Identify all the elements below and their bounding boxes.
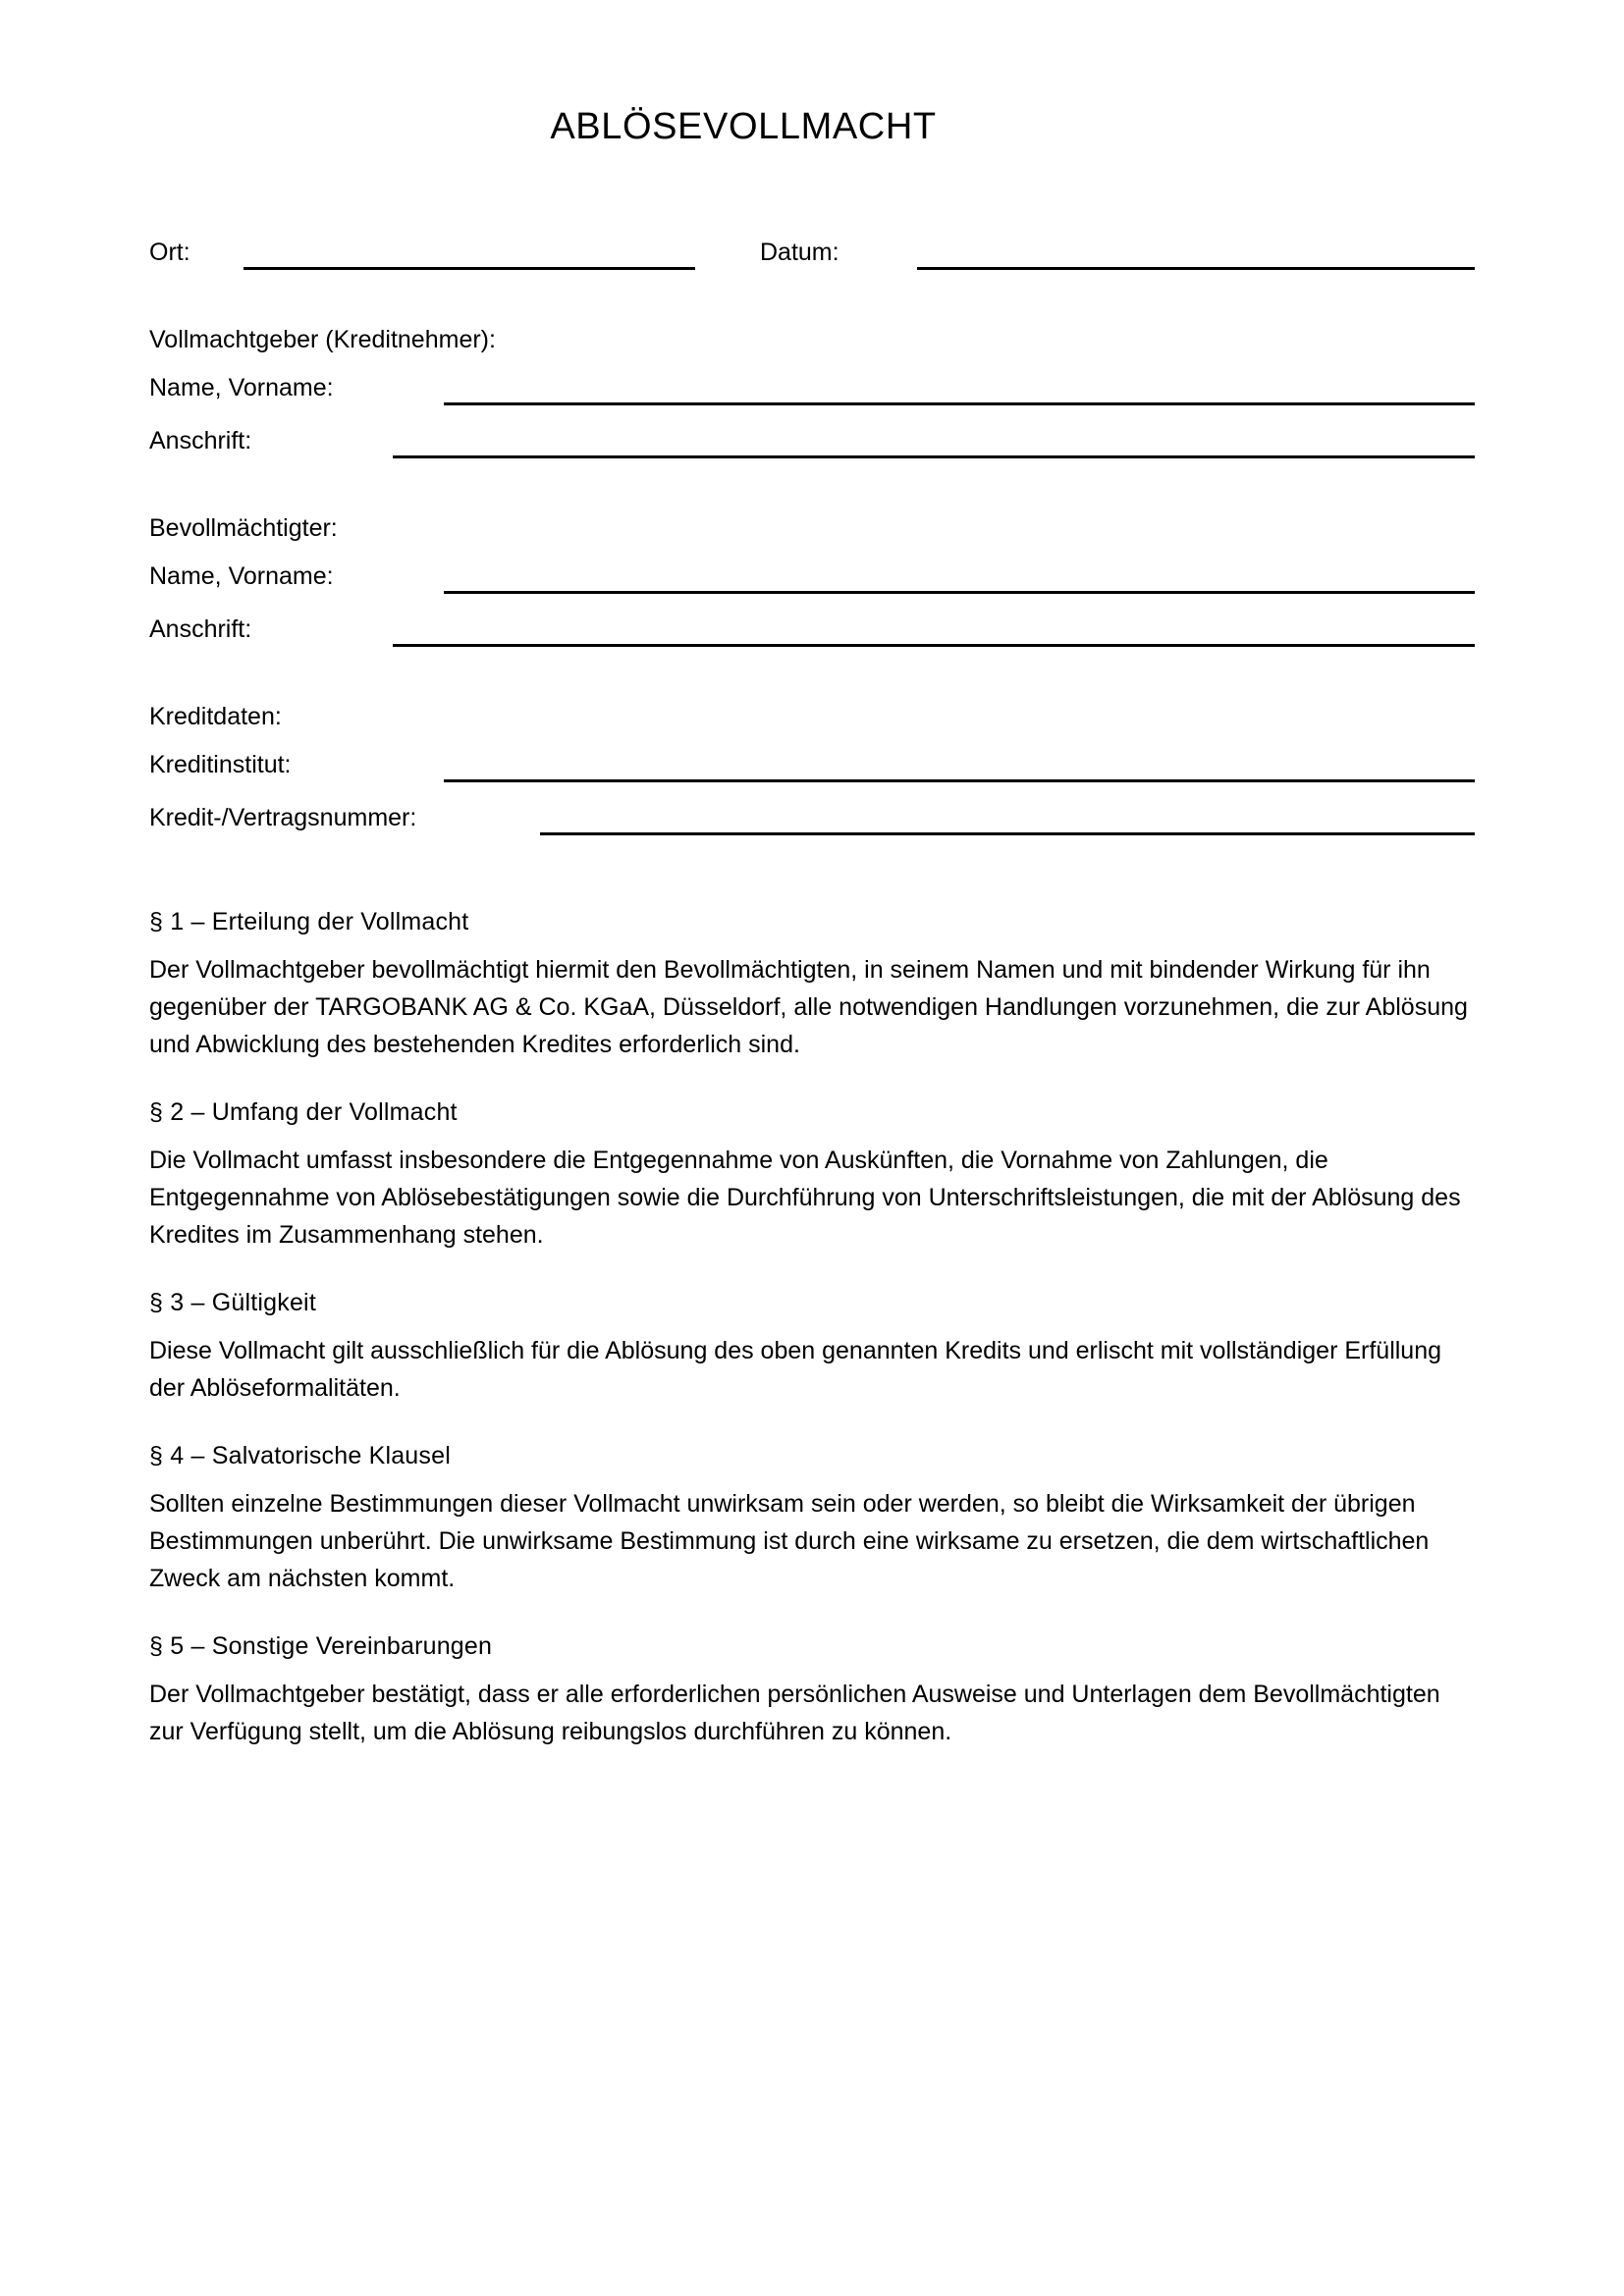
clause-4-body: Sollten einzelne Bestimmungen dieser Vollmacht unwirksam sein oder werden, so bleibt die Wirksamkeit der übrigen Bestimmungen unberührt. Die unwirksame Bestimmung ist durch eine wirksame zu ersetzen, die dem wirtschaftlichen Zweck am nächsten kommt. (149, 1490, 1430, 1592)
credit-block (149, 702, 1475, 837)
agent-name-label: Name, Vorname: (149, 562, 334, 590)
principal-name-label: Name, Vorname: (149, 374, 334, 401)
clause-3 (149, 1287, 1475, 1407)
credit-institute-label: Kreditinstitut: (149, 751, 292, 778)
place-date-row (149, 229, 1475, 272)
agent-address-label: Anschrift: (149, 615, 252, 643)
principal-block-heading: Vollmachtgeber (Kreditnehmer): (149, 326, 496, 353)
clause-1 (149, 906, 1475, 1063)
principal-address-input-line[interactable] (393, 455, 1475, 458)
clause-2-body: Die Vollmacht umfasst insbesondere die Entgegennahme von Auskünften, die Vornahme von Zahlungen, die Entgegennahme von Ablösebestätigungen sowie die Durchführung von Unterschriftsleistungen, die mit der Ablösung des Kredites im Zusammenhang stehen. (149, 1147, 1461, 1249)
datum-input-line[interactable] (917, 267, 1475, 270)
clause-1-body: Der Vollmachtgeber bevollmächtigt hiermit den Bevollmächtigten, in seinem Namen und mit bindender Wirkung für ihn gegenüber der TARGOBANK AG & Co. KGaA, Düsseldorf, alle notwendigen Handlungen vorzunehmen, die zur Ablösung und Abwicklung des bestehenden Kredites erforderlich sind. (149, 956, 1468, 1058)
credit-institute-input-line[interactable] (444, 779, 1475, 782)
credit-contract-label: Kredit-/Vertragsnummer: (149, 804, 417, 831)
principal-address-row (149, 417, 1475, 460)
principal-address-label: Anschrift: (149, 427, 252, 454)
credit-block-heading: Kreditdaten: (149, 703, 282, 730)
agent-block-heading: Bevollmächtigter: (149, 514, 338, 542)
credit-institute-row (149, 741, 1475, 784)
agent-name-input-line[interactable] (444, 591, 1475, 594)
ort-input-line[interactable] (244, 267, 695, 270)
page-title: ABLÖSEVOLLMACHT (550, 106, 937, 147)
agent-address-input-line[interactable] (393, 644, 1475, 647)
clause-4-heading: § 4 – Salvatorische Klausel (149, 1442, 451, 1469)
document-content (149, 0, 1475, 1784)
principal-name-row (149, 364, 1475, 407)
clause-3-heading: § 3 – Gültigkeit (149, 1289, 316, 1316)
agent-address-row (149, 606, 1475, 649)
credit-contract-row (149, 794, 1475, 837)
clause-4 (149, 1440, 1475, 1597)
clause-5-heading: § 5 – Sonstige Vereinbarungen (149, 1632, 493, 1660)
clause-3-body: Diese Vollmacht gilt ausschließlich für die Ablösung des oben genannten Kredits und erlischt mit vollständiger Erfüllung der Ablöseformalitäten. (149, 1337, 1442, 1402)
clause-1-heading: § 1 – Erteilung der Vollmacht (149, 908, 469, 935)
clause-5-body: Der Vollmachtgeber bestätigt, dass er alle erforderlichen persönlichen Ausweise und Unterlagen dem Bevollmächtigten zur Verfügung stellt, um die Ablösung reibungslos durchführen zu können. (149, 1681, 1440, 1745)
agent-block (149, 513, 1475, 649)
clause-5 (149, 1630, 1475, 1750)
clause-2-heading: § 2 – Umfang der Vollmacht (149, 1098, 458, 1126)
clause-2 (149, 1096, 1475, 1254)
principal-name-input-line[interactable] (444, 402, 1475, 405)
principal-block (149, 325, 1475, 460)
clauses (149, 906, 1475, 1750)
credit-contract-input-line[interactable] (540, 832, 1475, 835)
datum-label: Datum: (760, 239, 839, 266)
ort-label: Ort: (149, 239, 190, 266)
agent-name-row (149, 553, 1475, 596)
